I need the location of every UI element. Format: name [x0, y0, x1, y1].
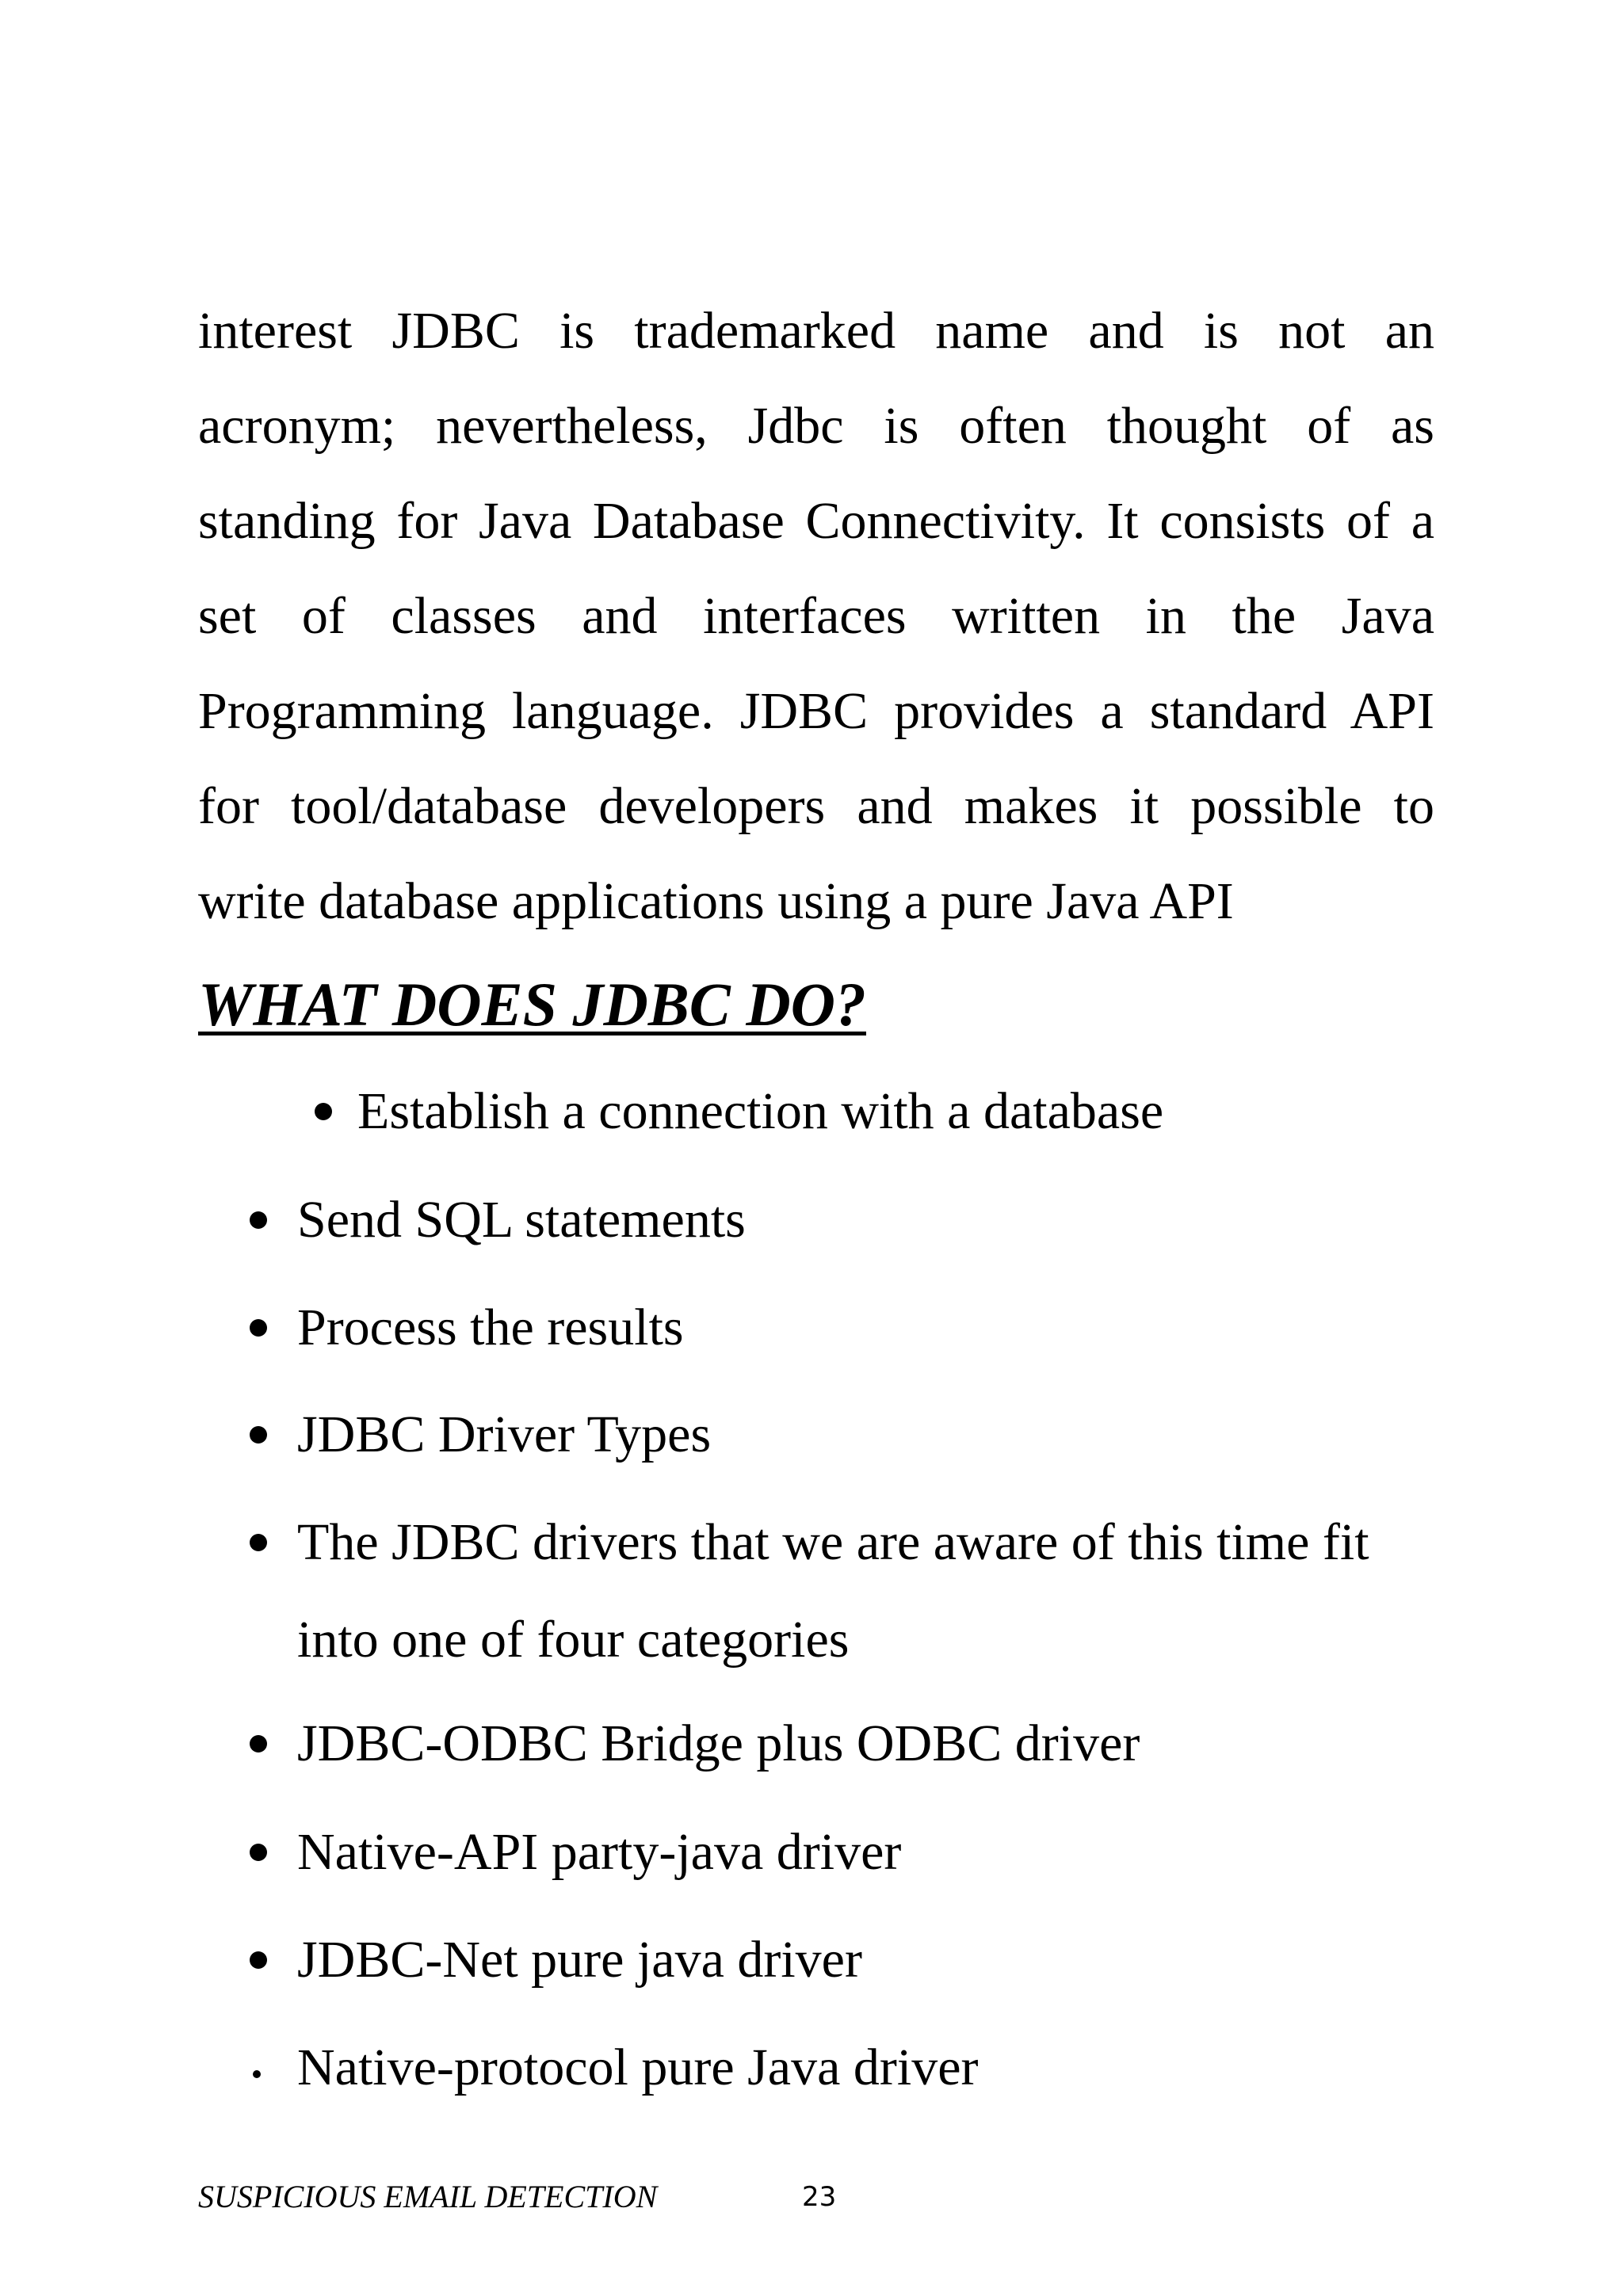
bullet-item-6: JDBC-ODBC Bridge plus ODBC driver	[297, 1714, 1140, 1772]
bullet-dot-icon	[250, 1319, 267, 1337]
bullet-item-5-continuation: into one of four categories	[297, 1611, 850, 1669]
bullet-item-1: Establish a connection with a database	[357, 1082, 1164, 1140]
paragraph-line-3: standing for Java Database Connectivity. It consists of a	[198, 492, 1434, 550]
bullet-dot-icon	[250, 1534, 267, 1551]
page-number: 23	[802, 2181, 837, 2213]
bullet-item-7: Native-API party-java driver	[297, 1823, 902, 1881]
bullet-dot-icon	[250, 1211, 267, 1229]
bullet-dot-icon	[250, 1951, 267, 1969]
bullet-item-2: Send SQL statements	[297, 1191, 746, 1249]
bullet-item-5: The JDBC drivers that we are aware of this time fit	[297, 1513, 1369, 1571]
bullet-dot-icon	[250, 1426, 267, 1444]
bullet-dot-icon	[250, 1844, 267, 1861]
bullet-item-4: JDBC Driver Types	[297, 1405, 712, 1463]
paragraph-line-4: set of classes and interfaces written in the Java	[198, 587, 1434, 645]
paragraph-line-5: Programming language. JDBC provides a standard API	[198, 682, 1434, 740]
paragraph-line-7: write database applications using a pure Java API	[198, 872, 1234, 930]
bullet-dot-icon	[315, 1103, 332, 1120]
bullet-dot-icon	[253, 2070, 261, 2078]
paragraph-line-1: interest JDBC is trademarked name and is not an	[198, 302, 1434, 360]
bullet-item-8: JDBC-Net pure java driver	[297, 1931, 862, 1989]
bullet-item-9: Native-protocol pure Java driver	[297, 2039, 979, 2096]
paragraph-line-6: for tool/database developers and makes it possible to	[198, 777, 1434, 835]
footer-title: SUSPICIOUS EMAIL DETECTION	[198, 2179, 658, 2214]
section-heading: WHAT DOES JDBC DO?	[198, 970, 866, 1039]
bullet-dot-icon	[250, 1735, 267, 1753]
paragraph-line-2: acronym; nevertheless, Jdbc is often thought of as	[198, 397, 1434, 455]
bullet-item-3: Process the results	[297, 1299, 684, 1356]
